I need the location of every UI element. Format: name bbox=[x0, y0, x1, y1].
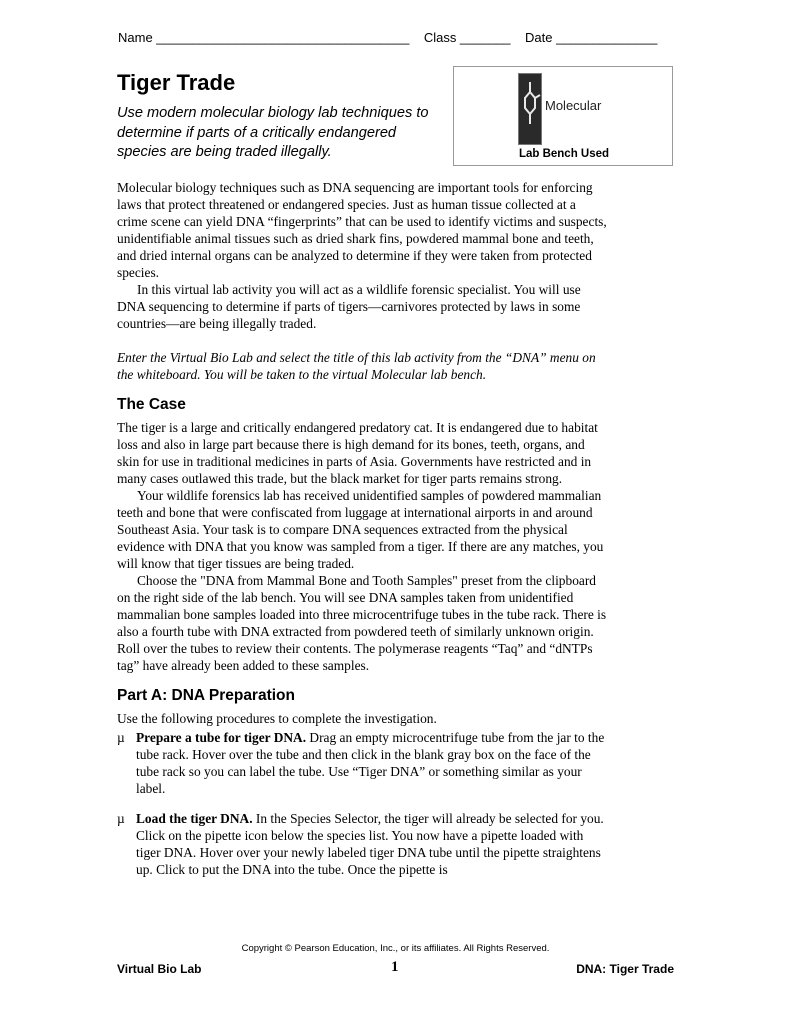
date-field-label: Date ______________ bbox=[525, 30, 658, 45]
step-title: Prepare a tube for tiger DNA. bbox=[136, 730, 307, 745]
page-title: Tiger Trade bbox=[117, 70, 236, 95]
lab-bench-caption: Lab Bench Used bbox=[518, 148, 610, 160]
case-paragraph-1: The tiger is a large and critically endangered predatory cat. It is endangered due to habitat loss and also in large part because there is high demand for its bones, teeth, organs, and skin for use in traditional medicines in parts of Asia. Governments have restricted and in many cases outlawed this trade, but the black market for tiger parts remains strong. bbox=[117, 420, 598, 486]
lab-logo-label: Molecular bbox=[545, 98, 602, 113]
case-paragraph-3: Choose the "DNA from Mammal Bone and Tooth Samples" preset from the clipboard on the right side of the lab bench. You will see DNA samples taken from unidentified mammalian bone samples loaded into three microcentrifuge tubes in the tube rack. There is also a fourth tube with DNA extracted from powdered teeth of similarly unknown origin. Roll over the tubes to review their contents. The polymerase reagents “Taq” and “dNTPs tag” have already been added to these samples. bbox=[117, 573, 607, 673]
class-field-label: Class _______ bbox=[423, 30, 511, 45]
footer-copyright: Copyright © Pearson Education, Inc., or its affiliates. All Rights Reserved. bbox=[241, 943, 550, 954]
footer-right-label: DNA: Tiger Trade bbox=[576, 962, 674, 976]
procedure-step bbox=[117, 810, 609, 878]
lab-bench-box bbox=[453, 66, 673, 166]
name-field-label: Name ___________________________________ bbox=[118, 30, 410, 45]
footer-left-label: Virtual Bio Lab bbox=[117, 962, 202, 976]
lab-instruction: Enter the Virtual Bio Lab and select the title of this lab activity from the “DNA” menu on the whiteboard. You will be taken to the virtual Molecular lab bench. bbox=[117, 350, 596, 382]
document-body bbox=[117, 179, 609, 878]
case-heading: The Case bbox=[117, 396, 186, 413]
header-fields bbox=[118, 30, 678, 45]
bullet-icon: µ bbox=[117, 730, 125, 745]
part-a-intro: Use the following procedures to complete the investigation. bbox=[117, 711, 437, 726]
bullet-icon: µ bbox=[117, 811, 125, 826]
step-title: Load the tiger DNA. bbox=[136, 811, 253, 826]
case-paragraph-2: Your wildlife forensics lab has received unidentified samples of powdered mammalian teeth and bone that were confiscated from luggage at international airports in and around Southeast Asia. Your task is to compare DNA sequences extracted from the physical evidence with DNA that you know was sampled from a tiger. If there are any matches, you will know that tiger tissues are being traded. bbox=[117, 488, 604, 571]
part-a-heading: Part A: DNA Preparation bbox=[117, 687, 295, 704]
intro-paragraph-2: In this virtual lab activity you will act as a wildlife forensic specialist. You will use DNA sequencing to determine if parts of tigers—carnivores protected by laws in some countries—are being illegally traded. bbox=[117, 282, 581, 331]
page-number: 1 bbox=[391, 959, 399, 975]
step-description: Drag an empty microcentrifuge tube from the jar to the tube rack. Hover over the tube and then click in the blank gray box on the face of the tube rack so you can label the tube. Use “Tiger DNA” or something similar as your label. bbox=[136, 730, 605, 796]
procedure-step bbox=[117, 729, 609, 797]
intro-paragraph-1: Molecular biology techniques such as DNA sequencing are important tools for enforcing laws that protect threatened or endangered species. Just as human tissue collected at a crime scene can yield DNA “fingerprints” that can be used to identify victims and suspects, unidentifiable animal tissues such as dried shark fins, powdered mammal bone and teeth, and dried internal organs can be analyzed to determine if they were taken from protected species. bbox=[117, 180, 607, 280]
page-subtitle: Use modern molecular biology lab techniques to determine if parts of a critically endangered species are being traded illegally. bbox=[117, 105, 429, 160]
molecular-logo-icon bbox=[518, 73, 542, 145]
step-description: In the Species Selector, the tiger will already be selected for you. Click on the pipette icon below the species list. You now have a pipette loaded with tiger DNA. Hover over your newly labeled tiger DNA tube until the pipette straightens up. Click to put the DNA into the tube. Once the pipette is bbox=[136, 811, 604, 877]
